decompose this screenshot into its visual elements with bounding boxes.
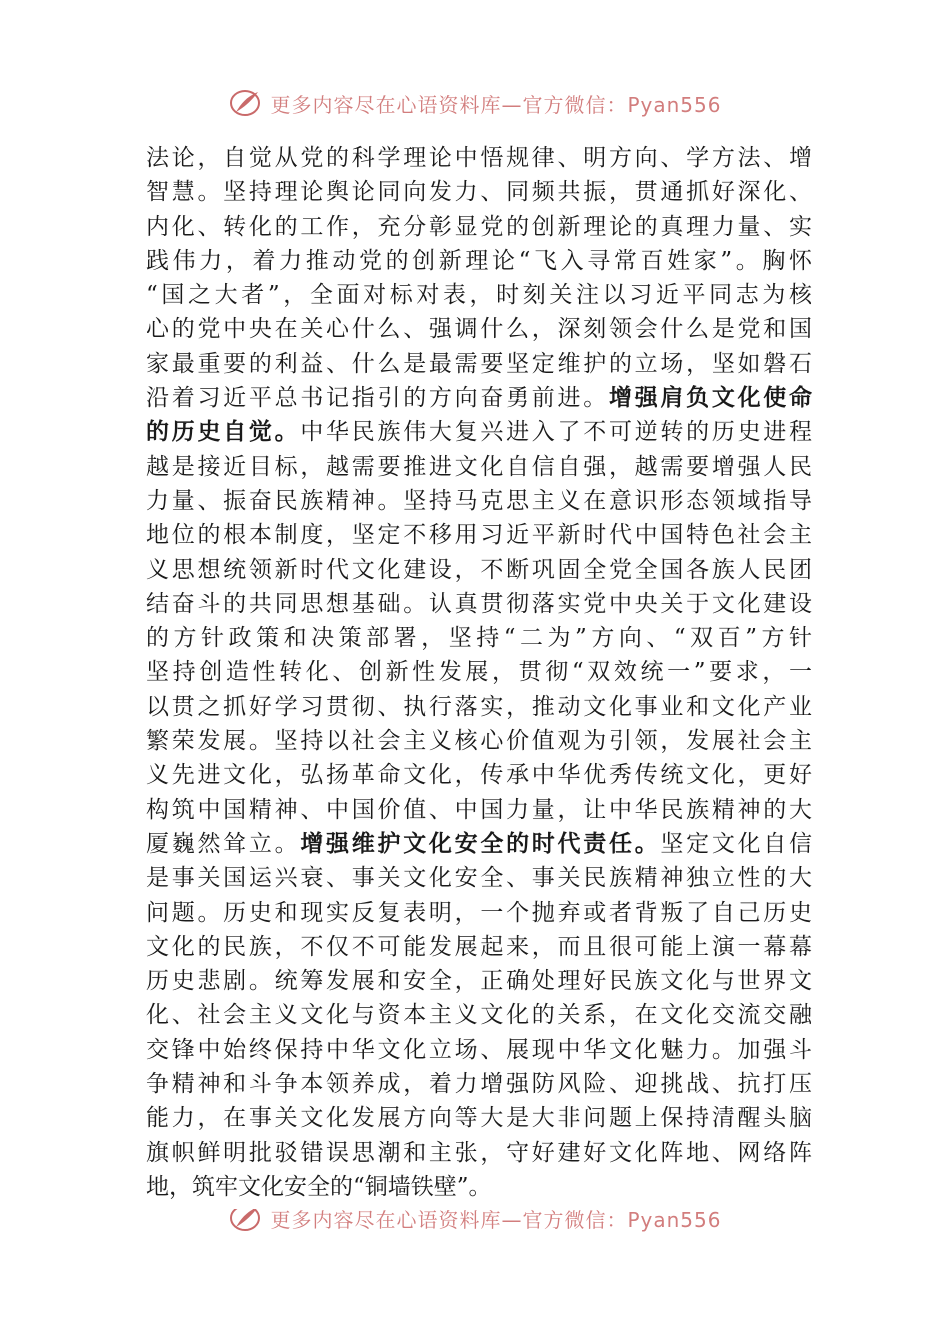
watermark-text: 更多内容尽在心语资料库—官方微信：Pyan556 <box>270 92 722 117</box>
body-text: 智慧。坚持理论舆论同向发力、同频共振，贯通抓好深化、 <box>146 179 812 206</box>
text-line <box>146 1101 812 1135</box>
body-text: 厦巍然耸立。 <box>146 830 301 857</box>
text-line <box>146 655 812 689</box>
body-text: 化、社会主义文化与资本主义文化的关系，在文化交流交融 <box>146 1002 812 1029</box>
text-line <box>146 244 812 278</box>
body-text: 坚定文化自信 <box>660 830 813 857</box>
footer-watermark <box>0 1209 950 1239</box>
body-text: 心的党中央在关心什么、强调什么，深刻领会什么是党和国 <box>146 316 812 343</box>
text-line <box>146 175 812 209</box>
body-text: 义先进文化，弘扬革命文化，传承中华优秀传统文化，更好 <box>146 762 812 789</box>
body-text: 沿着习近平总书记指引的方向奋勇前进。 <box>146 385 609 412</box>
body-text: 的方针政策和决策部署，坚持“二为”方向、“双百”方针 <box>146 625 812 652</box>
body-text: 构筑中国精神、中国价值、中国力量，让中华民族精神的大 <box>146 796 812 823</box>
text-line <box>146 964 812 998</box>
text-line <box>146 415 812 449</box>
text-line <box>146 484 812 518</box>
body-text: 争精神和斗争本领养成，着力增强防风险、迎挑战、抗打压 <box>146 1071 812 1098</box>
feather-logo-icon <box>228 88 262 118</box>
body-text: 交锋中始终保持中华文化立场、展现中华文化魅力。加强斗 <box>146 1036 812 1063</box>
body-text: 能力，在事关文化发展方向等大是大非问题上保持清醒头脑 <box>146 1105 812 1132</box>
body-text: 历史悲剧。统筹发展和安全，正确处理好民族文化与世界文 <box>146 968 812 995</box>
text-line <box>146 450 812 484</box>
body-text: 中华民族伟大复兴进入了不可逆转的历史进程 <box>300 419 813 446</box>
text-line <box>146 758 812 792</box>
text-line <box>146 930 812 964</box>
text-line <box>146 621 812 655</box>
body-text: 繁荣发展。坚持以社会主义核心价值观为引领，发展社会主 <box>146 728 812 755</box>
header-watermark <box>0 88 950 118</box>
text-line <box>146 998 812 1032</box>
body-text: 以贯之抓好学习贯彻、执行落实，推动文化事业和文化产业 <box>146 693 812 720</box>
text-line <box>146 793 812 827</box>
text-line <box>146 210 812 244</box>
body-text: 地位的根本制度，坚定不移用习近平新时代中国特色社会主 <box>146 522 812 549</box>
body-text: 问题。历史和现实反复表明，一个抛弃或者背叛了自己历史 <box>146 899 812 926</box>
feather-logo-icon <box>228 1209 262 1233</box>
body-text: “国之大者”，全面对标对表，时刻关注以习近平同志为核 <box>146 282 812 309</box>
text-line <box>146 1136 812 1170</box>
body-text: 力量、振奋民族精神。坚持马克思主义在意识形态领域指导 <box>146 487 812 514</box>
body-text: 结奋斗的共同思想基础。认真贯彻落实党中央关于文化建设 <box>146 590 812 617</box>
body-text: 义思想统领新时代文化建设，不断巩固全党全国各族人民团 <box>146 556 812 583</box>
body-text: 文化的民族，不仅不可能发展起来，而且很可能上演一幕幕 <box>146 933 812 960</box>
text-line <box>146 690 812 724</box>
text-line <box>146 553 812 587</box>
text-line <box>146 724 812 758</box>
text-line <box>146 518 812 552</box>
body-text: 家最重要的利益、什么是最需要坚定维护的立场，坚如磐石 <box>146 350 812 377</box>
text-line <box>146 278 812 312</box>
body-text: 越是接近目标，越需要推进文化自信自强，越需要增强人民 <box>146 453 812 480</box>
text-line <box>146 1067 812 1101</box>
document-body <box>146 141 812 1204</box>
text-line <box>146 896 812 930</box>
watermark-text: 更多内容尽在心语资料库—官方微信：Pyan556 <box>270 1209 722 1232</box>
body-text: 践伟力，着力推动党的创新理论“飞入寻常百姓家”。胸怀 <box>146 247 812 274</box>
body-text: 是事关国运兴衰、事关文化安全、事关民族精神独立性的大 <box>146 865 812 892</box>
text-line <box>146 587 812 621</box>
section-heading: 增强维护文化安全的时代责任。 <box>300 829 661 857</box>
text-line <box>146 381 812 415</box>
text-line <box>146 1170 812 1204</box>
section-heading: 增强肩负文化使命 <box>608 384 813 412</box>
text-line <box>146 312 812 346</box>
body-text: 内化、转化的工作，充分彰显党的创新理论的真理力量、实 <box>146 213 812 240</box>
body-text: 法论，自觉从党的科学理论中悟规律、明方向、学方法、增 <box>146 145 812 171</box>
body-text: 地，筑牢文化安全的“铜墙铁壁”。 <box>146 1173 492 1200</box>
body-text: 旗帜鲜明批驳错误思潮和主张，守好建好文化阵地、网络阵 <box>146 1139 812 1166</box>
text-line <box>146 861 812 895</box>
text-line <box>146 1033 812 1067</box>
text-line <box>146 827 812 861</box>
section-heading: 的历史自觉。 <box>146 418 301 446</box>
text-line <box>146 141 812 175</box>
body-text: 坚持创造性转化、创新性发展，贯彻“双效统一”要求，一 <box>146 659 812 686</box>
text-line <box>146 347 812 381</box>
